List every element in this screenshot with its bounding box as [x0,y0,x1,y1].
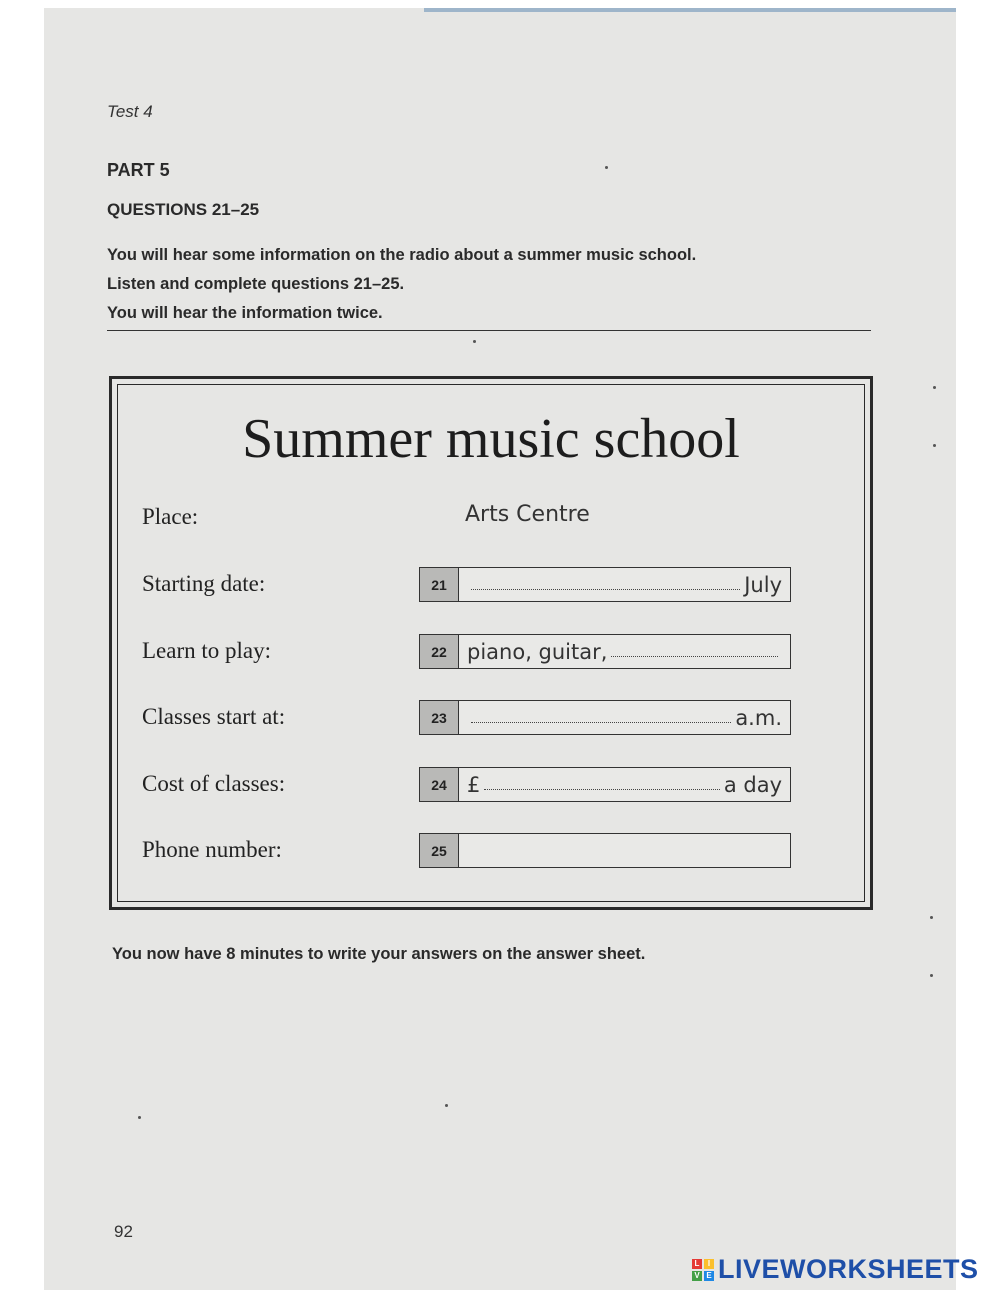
answer-blank[interactable] [471,589,740,590]
form-inner-frame [117,384,865,902]
answer-prefix: £ [467,772,481,797]
answer-prefix: piano, guitar, [467,639,608,664]
place-value: Arts Centre [465,502,590,527]
logo-letter: E [704,1271,714,1281]
question-number: 25 [420,834,459,867]
instruction-line: You will hear some information on the radio about a summer music school. [107,246,697,264]
instruction-line: Listen and complete questions 21–25. [107,275,405,293]
form-title: Summer music school [242,408,740,470]
instructions [107,241,696,328]
page-number: 92 [114,1222,133,1241]
scan-speck [473,340,476,343]
answer-blank[interactable] [484,789,719,790]
answer-field-25[interactable] [419,833,791,868]
question-number: 23 [420,701,459,734]
scan-speck [930,974,933,977]
learn-to-play-label: Learn to play: [142,638,272,663]
part-heading: PART 5 [107,160,170,180]
time-instruction: You now have 8 minutes to write your answers on the answer sheet. [112,945,646,963]
answer-content [459,568,790,601]
answer-suffix: a.m. [735,705,782,730]
worksheet-page [44,8,956,1290]
phone-number-label: Phone number: [142,837,282,862]
answer-field-24[interactable] [419,767,791,802]
answer-suffix: July [744,572,782,597]
answer-blank[interactable] [611,656,778,657]
cost-of-classes-label: Cost of classes: [142,771,286,796]
brand-name: LIVEWORKSHEETS [718,1254,979,1284]
answer-field-23[interactable] [419,700,791,735]
test-label: Test 4 [107,102,153,121]
starting-date-label: Starting date: [142,571,266,596]
logo-letter: V [692,1271,702,1281]
scan-speck [605,166,608,169]
logo-letter: L [692,1259,702,1269]
scan-speck [930,916,933,919]
place-label: Place: [142,504,199,529]
divider [107,330,871,331]
liveworksheets-logo-icon [692,1259,714,1281]
question-number: 24 [420,768,459,801]
answer-field-21[interactable] [419,567,791,602]
logo-letter: I [704,1259,714,1269]
answer-content [459,701,790,734]
question-number: 21 [420,568,459,601]
classes-start-label: Classes start at: [142,704,286,729]
scan-speck [933,386,936,389]
answer-content[interactable] [459,834,790,867]
page-edge-strip [424,8,956,12]
answer-field-22[interactable] [419,634,791,669]
answer-suffix: a day [723,772,782,797]
form-frame [109,376,873,910]
scan-speck [933,444,936,447]
questions-heading: QUESTIONS 21–25 [107,200,260,219]
question-number: 22 [420,635,459,668]
scan-speck [138,1116,141,1119]
liveworksheets-brand[interactable] [692,1254,979,1285]
answer-blank[interactable] [471,722,731,723]
answer-content [459,635,790,668]
instruction-line: You will hear the information twice. [107,304,383,322]
scan-speck [445,1104,448,1107]
answer-content [459,768,790,801]
